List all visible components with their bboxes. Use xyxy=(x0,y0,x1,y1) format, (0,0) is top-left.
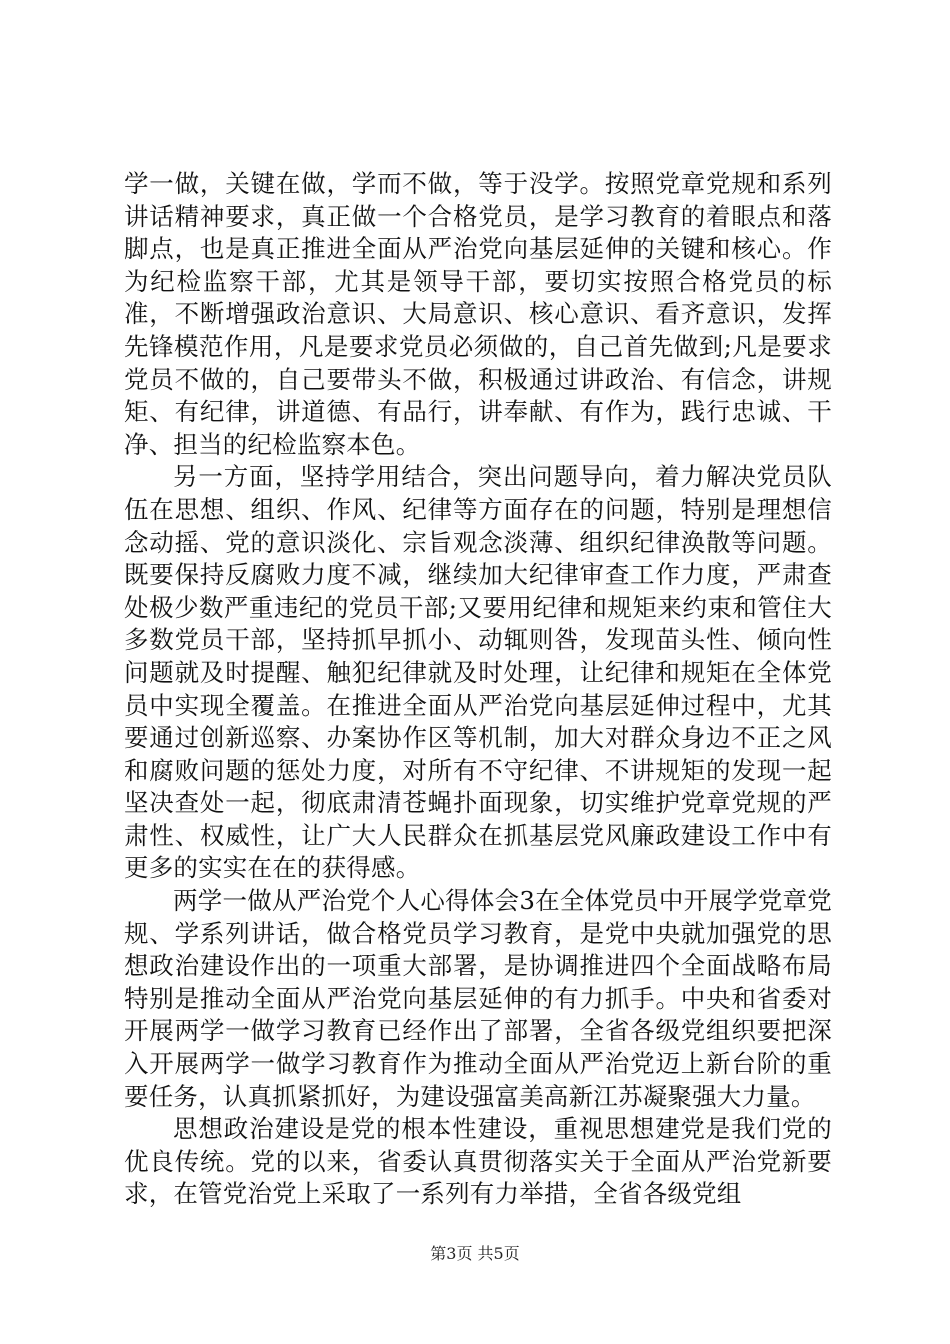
document-body xyxy=(124,168,832,1211)
paragraph-4: 思想政治建设是党的根本性建设，重视思想建党是我们党的优良传统。党的以来，省委认真贯彻落实关于全面从严治党新要求，在管党治党上采取了一系列有力举措，全省各级党组 xyxy=(124,1114,832,1209)
paragraph-3: 两学一做从严治党个人心得体会3在全体党员中开展学党章党规、学系列讲话，做合格党员学习教育，是党中央就加强党的思想政治建设作出的一项重大部署，是协调推进四个全面战略布局特别是推动全面从严治党向基层延伸的有力抓手。中央和省委对开展两学一做学习教育已经作出了部署，全省各级党组织要把深入开展两学一做学习教育作为推动全面从严治党迈上新台阶的重要任务，认真抓紧抓好，为建设强富美高新江苏凝聚强大力量。 xyxy=(124,886,832,1111)
page-number-footer: 第3页 共5页 xyxy=(430,1244,520,1263)
paragraph-1: 学一做，关键在做，学而不做，等于没学。按照党章党规和系列讲话精神要求，真正做一个合格党员，是学习教育的着眼点和落脚点，也是真正推进全面从严治党向基层延伸的关键和核心。作为纪检监察干部，尤其是领导干部，要切实按照合格党员的标准，不断增强政治意识、大局意识、核心意识、看齐意识，发挥先锋模范作用，凡是要求党员必须做的，自己首先做到;凡是要求党员不做的，自己要带头不做，积极通过讲政治、有信念，讲规矩、有纪律，讲道德、有品行，讲奉献、有作为，践行忠诚、干净、担当的纪检监察本色。 xyxy=(124,169,832,459)
paragraph-2: 另一方面，坚持学用结合，突出问题导向，着力解决党员队伍在思想、组织、作风、纪律等方面存在的问题，特别是理想信念动摇、党的意识淡化、宗旨观念淡薄、组织纪律涣散等问题。既要保持反腐败力度不减，继续加大纪律审查工作力度，严肃查处极少数严重违纪的党员干部;又要用纪律和规矩来约束和管住大多数党员干部，坚持抓早抓小、动辄则咎，发现苗头性、倾向性问题就及时提醒、触犯纪律就及时处理，让纪律和规矩在全体党员中实现全覆盖。在推进全面从严治党向基层延伸过程中，尤其要通过创新巡察、办案协作区等机制，加大对群众身边不正之风和腐败问题的惩处力度，对所有不守纪律、不讲规矩的发现一起坚决查处一起，彻底肃清苍蝇扑面现象，切实维护党章党规的严肃性、权威性，让广大人民群众在抓基层党风廉政建设工作中有更多的实实在在的获得感。 xyxy=(124,462,832,883)
